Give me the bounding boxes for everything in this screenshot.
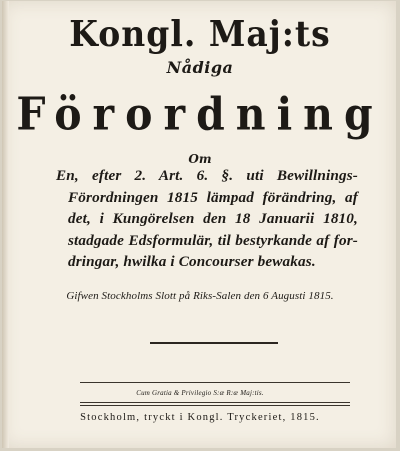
privilege-bottom-rule — [80, 402, 350, 403]
body-line: dringar, hwilka i Concourser bewakas. — [68, 253, 316, 270]
body-line: stadgade Edsformulär, til bestyrkande af for- — [68, 231, 358, 249]
title-line-4: Om — [188, 152, 212, 166]
privilege-top-rule — [80, 382, 350, 383]
privilege-bottom-rule-double — [80, 405, 350, 406]
divider-rule — [150, 342, 278, 344]
imprint-line: Stockholm, tryckt i Kongl. Tryckeriet, 1815. — [80, 412, 320, 423]
title-line-1: Kongl. Maj:ts — [69, 12, 331, 55]
body-line: Förordningen 1815 lämpad förändring, af — [68, 188, 358, 206]
title-line-2: Nådiga — [166, 58, 234, 77]
body-line: det, i Kungörelsen den 18 Januarii 1810, — [68, 210, 358, 227]
title-line-3: Förordning — [16, 87, 384, 141]
privilege-line: Cum Gratia & Privilegio S:æ R:æ Maj:tis. — [136, 389, 264, 397]
body-line: En, efter 2. Art. 6. §. uti Bewillnings- — [56, 167, 358, 184]
body-paragraph — [56, 165, 358, 273]
issued-line: Gifwen Stockholms Slott på Riks-Salen den 6 Augusti 1815. — [66, 290, 334, 302]
